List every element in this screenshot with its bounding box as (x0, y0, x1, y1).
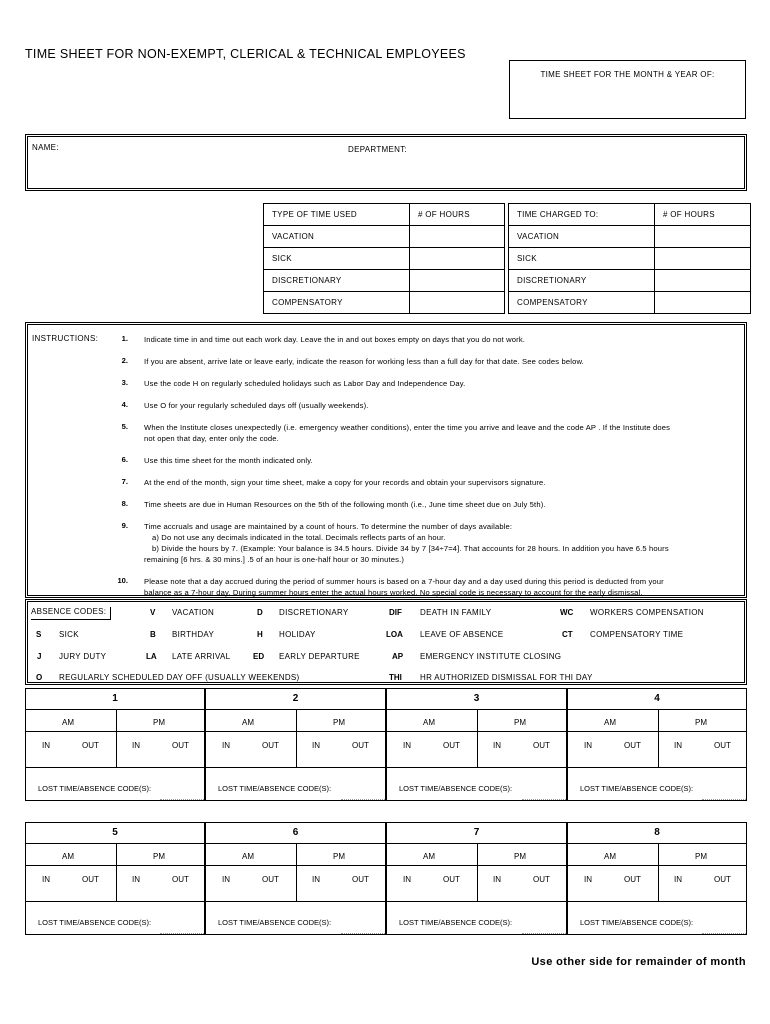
pm-label: PM (153, 852, 165, 861)
absence-desc: LEAVE OF ABSENCE (420, 630, 504, 639)
day-block (205, 688, 386, 801)
pm-label: PM (153, 718, 165, 727)
time-charged-hours-header: # OF HOURS (655, 204, 751, 226)
time-charged-type: SICK (509, 248, 655, 270)
absence-code: V (150, 608, 156, 617)
instruction-text: Indicate time in and time out each work day. Leave the in and out boxes empty on days that you do not work. (144, 335, 526, 344)
instruction-text: Use this time sheet for the month indicated only. (144, 456, 313, 465)
absence-code: THI (389, 673, 402, 682)
footer-note: Use other side for remainder of month (531, 956, 746, 968)
name-department-box[interactable] (25, 134, 747, 191)
instruction-number: 7. (121, 477, 128, 486)
am-label: AM (604, 852, 616, 861)
day-number: 7 (387, 823, 566, 844)
instructions-box (25, 322, 747, 598)
lost-time-label: LOST TIME/ABSENCE CODE(S): (580, 784, 694, 793)
absence-code: LA (146, 652, 157, 661)
in-label[interactable]: IN (493, 875, 501, 884)
day-number: 2 (206, 689, 385, 710)
am-label: AM (242, 718, 254, 727)
pm-label: PM (514, 852, 526, 861)
out-label[interactable]: OUT (82, 875, 99, 884)
instruction-text: Please note that a day accrued during the period of summer hours is based on a 7-hour day and a day used during this period is deducted from your (144, 577, 664, 586)
time-used-hours-cell[interactable] (410, 292, 505, 314)
in-label[interactable]: IN (403, 875, 411, 884)
instruction-text-cont: balance as a 7-hour day. During summer hours enter the actual hours worked. No special code is necessary to account for the early dismissal. (144, 588, 643, 597)
out-label[interactable]: OUT (443, 875, 460, 884)
in-label[interactable]: IN (403, 741, 411, 750)
absence-code: S (36, 630, 42, 639)
instruction-number: 1. (121, 334, 128, 343)
day-block (25, 688, 205, 801)
pm-label: PM (333, 852, 345, 861)
out-label[interactable]: OUT (624, 741, 641, 750)
instruction-text: When the Institute closes unexpectedly (i.e. emergency weather conditions), enter the time you arrive and leave and the code AP . If the Institute does (144, 423, 671, 432)
absence-code: J (37, 652, 42, 661)
absence-desc: BIRTHDAY (172, 630, 215, 639)
pm-label: PM (695, 852, 707, 861)
absence-code: WC (560, 608, 574, 617)
absence-desc: DEATH IN FAMILY (420, 608, 492, 617)
in-label[interactable]: IN (132, 875, 140, 884)
day-block (205, 822, 386, 935)
instruction-number: 9. (121, 521, 128, 530)
absence-desc: LATE ARRIVAL (172, 652, 231, 661)
absence-desc: COMPENSATORY TIME (590, 630, 684, 639)
in-label[interactable]: IN (674, 875, 682, 884)
month-year-label: TIME SHEET FOR THE MONTH & YEAR OF: (540, 70, 715, 79)
time-used-hours-cell[interactable] (410, 270, 505, 292)
time-charged-hours-cell[interactable] (655, 270, 751, 292)
absence-desc: DISCRETIONARY (279, 608, 349, 617)
out-label[interactable]: OUT (352, 741, 369, 750)
day-block (386, 822, 567, 935)
time-charged-hours-cell[interactable] (655, 292, 751, 314)
in-label[interactable]: IN (222, 875, 230, 884)
in-label[interactable]: IN (132, 741, 140, 750)
absence-desc: EARLY DEPARTURE (279, 652, 360, 661)
in-label[interactable]: IN (42, 875, 50, 884)
instruction-number: 3. (121, 378, 128, 387)
out-label[interactable]: OUT (262, 741, 279, 750)
instruction-text: At the end of the month, sign your time sheet, make a copy for your records and obtain your supervisors signature. (144, 478, 546, 487)
pm-label: PM (333, 718, 345, 727)
department-label: DEPARTMENT: (348, 145, 408, 154)
absence-codes-label: ABSENCE CODES: (31, 607, 111, 620)
am-label: AM (604, 718, 616, 727)
name-label: NAME: (32, 143, 59, 152)
am-label: AM (423, 852, 435, 861)
lost-time-label: LOST TIME/ABSENCE CODE(S): (399, 918, 513, 927)
month-year-box[interactable] (509, 60, 746, 119)
instruction-text: Time sheets are due in Human Resources on the 5th of the following month (i.e., June time sheet due on July 5th). (144, 500, 546, 509)
out-label[interactable]: OUT (533, 875, 550, 884)
time-used-type: VACATION (264, 226, 410, 248)
in-label[interactable]: IN (674, 741, 682, 750)
absence-desc: JURY DUTY (59, 652, 107, 661)
out-label[interactable]: OUT (352, 875, 369, 884)
absence-code: B (150, 630, 156, 639)
absence-code: CT (562, 630, 573, 639)
day-block (25, 822, 205, 935)
time-used-type: SICK (264, 248, 410, 270)
day-number: 8 (568, 823, 746, 844)
lost-time-label: LOST TIME/ABSENCE CODE(S): (399, 784, 513, 793)
page-title: TIME SHEET FOR NON-EXEMPT, CLERICAL & TECHNICAL EMPLOYEES (25, 47, 466, 61)
time-charged-type: DISCRETIONARY (509, 270, 655, 292)
time-used-hours-cell[interactable] (410, 248, 505, 270)
absence-codes-box (25, 599, 747, 685)
time-used-hours-cell[interactable] (410, 226, 505, 248)
lost-time-label: LOST TIME/ABSENCE CODE(S): (580, 918, 694, 927)
absence-desc: EMERGENCY INSTITUTE CLOSING (420, 652, 562, 661)
absence-code: DIF (389, 608, 402, 617)
in-label[interactable]: IN (42, 741, 50, 750)
out-label[interactable]: OUT (714, 741, 731, 750)
time-charged-hours-cell[interactable] (655, 248, 751, 270)
out-label[interactable]: OUT (172, 875, 189, 884)
instruction-number: 10. (117, 576, 128, 585)
absence-code: H (257, 630, 263, 639)
in-label[interactable]: IN (312, 875, 320, 884)
time-used-header: TYPE OF TIME USED (264, 204, 410, 226)
instruction-text-cont: b) Divide the hours by 7. (Example: Your balance is 34.5 hours. Divide 34 by 7 [34÷7=4]. That accounts for 28 hours. In addition you have 6.5 hours (152, 544, 669, 553)
absence-desc: HOLIDAY (279, 630, 316, 639)
pm-label: PM (695, 718, 707, 727)
in-label[interactable]: IN (584, 741, 592, 750)
absence-code: AP (392, 652, 404, 661)
lost-time-label: LOST TIME/ABSENCE CODE(S): (38, 784, 152, 793)
am-label: AM (62, 852, 74, 861)
instruction-number: 4. (121, 400, 128, 409)
absence-desc: VACATION (172, 608, 215, 617)
absence-desc: WORKERS COMPENSATION (590, 608, 704, 617)
instruction-text-cont: remaining [6 hrs. & 30 mins.] .5 of an hour is one-half hour or 30 minutes.) (144, 555, 405, 564)
day-block (567, 688, 747, 801)
out-label[interactable]: OUT (714, 875, 731, 884)
time-charged-type: VACATION (509, 226, 655, 248)
instruction-text-cont: not open that day, enter only the code. (144, 434, 279, 443)
time-used-hours-header: # OF HOURS (410, 204, 505, 226)
time-charged-header: TIME CHARGED TO: (509, 204, 655, 226)
pm-label: PM (514, 718, 526, 727)
day-number: 6 (206, 823, 385, 844)
instruction-number: 2. (121, 356, 128, 365)
out-label[interactable]: OUT (82, 741, 99, 750)
in-label[interactable]: IN (584, 875, 592, 884)
instruction-text: Use O for your regularly scheduled days off (usually weekends). (144, 401, 369, 410)
absence-code: O (36, 673, 43, 682)
absence-desc: HR AUTHORIZED DISMISSAL FOR THI DAY (420, 673, 593, 682)
in-label[interactable]: IN (312, 741, 320, 750)
instruction-text: Use the code H on regularly scheduled holidays such as Labor Day and Independence Day. (144, 379, 466, 388)
instructions-label: INSTRUCTIONS: (32, 334, 99, 343)
out-label[interactable]: OUT (443, 741, 460, 750)
instruction-number: 8. (121, 499, 128, 508)
absence-code: ED (253, 652, 265, 661)
am-label: AM (423, 718, 435, 727)
out-label[interactable]: OUT (262, 875, 279, 884)
absence-code: LOA (386, 630, 403, 639)
day-block (567, 822, 747, 935)
am-label: AM (62, 718, 74, 727)
day-number: 5 (26, 823, 204, 844)
in-label[interactable]: IN (222, 741, 230, 750)
out-label[interactable]: OUT (533, 741, 550, 750)
time-used-type: COMPENSATORY (264, 292, 410, 314)
lost-time-label: LOST TIME/ABSENCE CODE(S): (218, 784, 332, 793)
day-number: 3 (387, 689, 566, 710)
time-charged-hours-cell[interactable] (655, 226, 751, 248)
instruction-number: 6. (121, 455, 128, 464)
absence-code: D (257, 608, 263, 617)
in-label[interactable]: IN (493, 741, 501, 750)
instruction-number: 5. (121, 422, 128, 431)
day-block (386, 688, 567, 801)
instruction-text: If you are absent, arrive late or leave early, indicate the reason for working less than a full day for that date. See codes below. (144, 357, 584, 366)
absence-desc: SICK (59, 630, 79, 639)
time-charged-type: COMPENSATORY (509, 292, 655, 314)
lost-time-label: LOST TIME/ABSENCE CODE(S): (218, 918, 332, 927)
am-label: AM (242, 852, 254, 861)
instruction-text: Time accruals and usage are maintained by a count of hours. To determine the number of days available: (144, 522, 513, 531)
day-number: 1 (26, 689, 204, 710)
instruction-text-cont: a) Do not use any decimals indicated in the total. Decimals reflects parts of an hour. (152, 533, 446, 542)
lost-time-label: LOST TIME/ABSENCE CODE(S): (38, 918, 152, 927)
out-label[interactable]: OUT (172, 741, 189, 750)
time-used-type: DISCRETIONARY (264, 270, 410, 292)
absence-desc: REGULARLY SCHEDULED DAY OFF (USUALLY WEEKENDS) (59, 673, 300, 682)
time-used-table (263, 203, 751, 314)
day-number: 4 (568, 689, 746, 710)
out-label[interactable]: OUT (624, 875, 641, 884)
